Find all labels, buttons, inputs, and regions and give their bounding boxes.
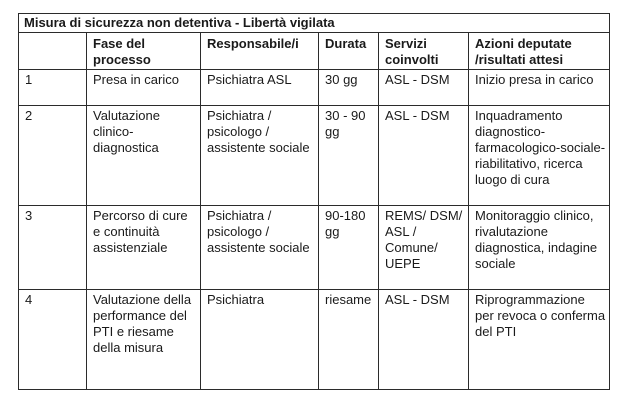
cell-responsible: Psichiatra ASL: [201, 70, 319, 106]
table-caption-row: [19, 14, 610, 33]
header-cell-duration: Durata: [319, 33, 379, 70]
cell-services: REMS/ DSM/ ASL / Comune/ UEPE: [379, 206, 469, 290]
cell-duration: 30 gg: [319, 70, 379, 106]
header-cell-phase: Fase del processo: [87, 33, 201, 70]
table-caption: Misura di sicurezza non detentiva - Libertà vigilata: [19, 14, 610, 33]
table-row: [19, 206, 610, 290]
cell-actions: Inizio presa in carico: [469, 70, 610, 106]
cell-phase: Presa in carico: [87, 70, 201, 106]
table-row: [19, 106, 610, 206]
header-cell-services: Servizi coinvolti: [379, 33, 469, 70]
row-number: 4: [19, 290, 87, 390]
cell-phase: Valutazione della performance del PTI e riesame della misura: [87, 290, 201, 390]
row-number: 1: [19, 70, 87, 106]
table-row: [19, 290, 610, 390]
measure-table: [18, 13, 610, 390]
cell-duration: 90-180 gg: [319, 206, 379, 290]
cell-services: ASL - DSM: [379, 106, 469, 206]
cell-responsible: Psichiatra / psicologo / assistente sociale: [201, 206, 319, 290]
cell-actions: Riprogrammazione per revoca o conferma del PTI: [469, 290, 610, 390]
cell-responsible: Psichiatra / psicologo / assistente sociale: [201, 106, 319, 206]
cell-actions: Monitoraggio clinico, rivalutazione diagnostica, indagine sociale: [469, 206, 610, 290]
cell-duration: riesame: [319, 290, 379, 390]
cell-duration: 30 - 90 gg: [319, 106, 379, 206]
row-number: 2: [19, 106, 87, 206]
table-row: [19, 70, 610, 106]
cell-services: ASL - DSM: [379, 70, 469, 106]
cell-phase: Valutazione clinico-diagnostica: [87, 106, 201, 206]
cell-actions: Inquadramento diagnostico-farmacologico-sociale-riabilitativo, ricerca luogo di cura: [469, 106, 610, 206]
cell-services: ASL - DSM: [379, 290, 469, 390]
table-header-row: [19, 33, 610, 70]
header-cell-actions: Azioni deputate /risultati attesi: [469, 33, 610, 70]
cell-responsible: Psichiatra: [201, 290, 319, 390]
header-cell-responsible: Responsabile/i: [201, 33, 319, 70]
cell-phase: Percorso di cure e continuità assistenziale: [87, 206, 201, 290]
header-cell-number: [19, 33, 87, 70]
row-number: 3: [19, 206, 87, 290]
